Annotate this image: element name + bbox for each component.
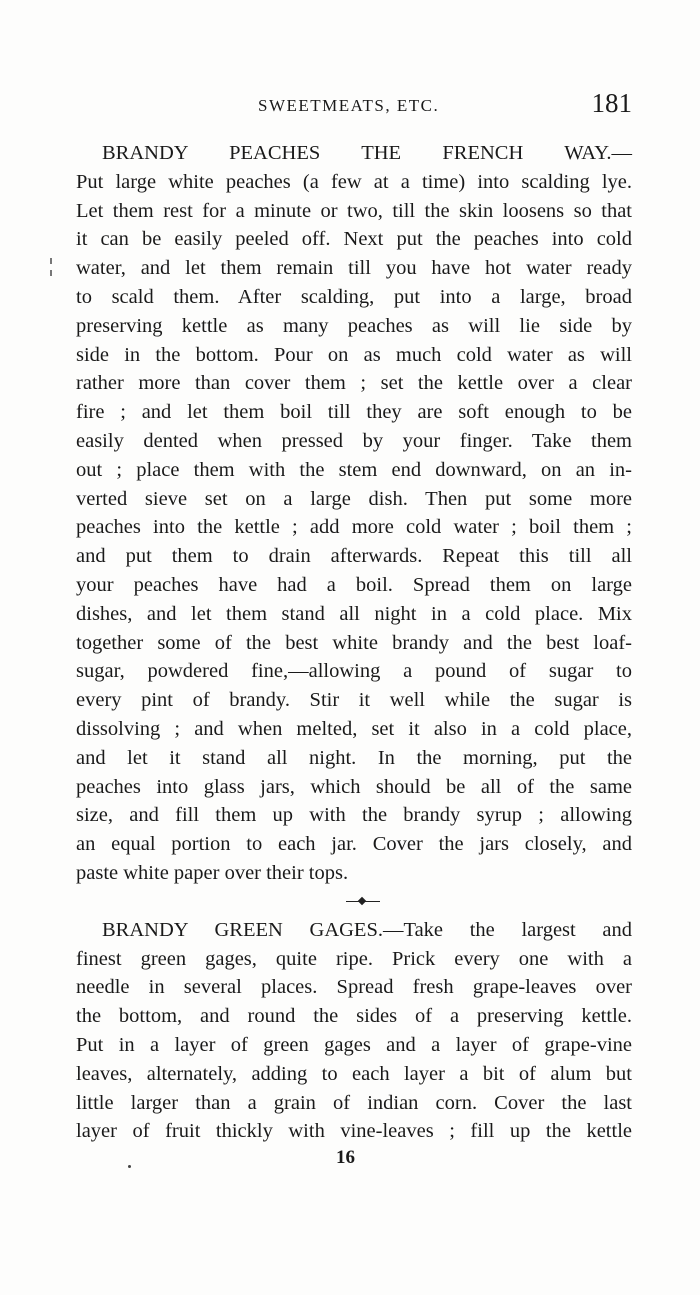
text-line: it can be easily peeled off. Next put the peaches into cold xyxy=(76,228,632,251)
recipe-brandy-green-gages xyxy=(76,916,632,1146)
text-line: leaves, alternately, adding to each layer a bit of alum but xyxy=(76,1062,632,1085)
text-line: the bottom, and round the sides of a preserving kettle. xyxy=(76,1005,632,1028)
page-number: 181 xyxy=(591,88,632,118)
text-line: paste white paper over their tops. xyxy=(76,861,349,884)
running-head xyxy=(76,84,632,124)
stray-mark xyxy=(128,1165,131,1168)
text-line: Let them rest for a minute or two, till the skin loosens so that xyxy=(76,199,632,222)
text-line: side in the bottom. Pour on as much cold water as will xyxy=(76,343,632,366)
text-line: layer of fruit thickly with vine-leaves ; fill up the kettle xyxy=(76,1120,632,1143)
text-line: sugar, powdered fine,—allowing a pound of sugar to xyxy=(76,660,632,683)
text-line: every pint of brandy. Stir it well while the sugar is xyxy=(76,689,632,712)
recipe-heading-line: BRANDY PEACHES THE FRENCH WAY.— xyxy=(102,142,632,164)
text-line: little larger than a grain of indian corn. Cover the last xyxy=(76,1091,632,1114)
recipe-brandy-peaches xyxy=(76,139,632,888)
text-line: Put in a layer of green gages and a layer of grape-vine xyxy=(76,1033,632,1056)
text-line: together some of the best white brandy and the best loaf- xyxy=(76,631,632,654)
text-line: needle in several places. Spread fresh grape-leaves over xyxy=(76,976,632,999)
text-line: peaches into the kettle ; add more cold water ; boil them ; xyxy=(76,516,632,539)
separator-ornament-icon xyxy=(358,896,366,904)
signature-mark: 16 xyxy=(336,1147,355,1168)
text-line: easily dented when pressed by your finger. Take them xyxy=(76,429,632,452)
recipe-heading-line: BRANDY GREEN GAGES.—Take the largest and xyxy=(102,918,632,941)
text-line: dishes, and let them stand all night in a cold place. Mix xyxy=(76,602,632,625)
text-line: rather more than cover them ; set the kettle over a clear xyxy=(76,372,632,395)
text-line: verted sieve set on a large dish. Then put some more xyxy=(76,487,632,510)
text-line: out ; place them with the stem end downward, on an in- xyxy=(76,458,632,481)
text-line: water, and let them remain till you have hot water ready xyxy=(76,257,632,280)
text-line: dissolving ; and when melted, set it also in a cold place, xyxy=(76,717,632,740)
text-line: to scald them. After scalding, put into a large, broad xyxy=(76,285,632,308)
text-line: and put them to drain afterwards. Repeat this till all xyxy=(76,545,632,568)
text-line: an equal portion to each jar. Cover the jars closely, and xyxy=(76,833,632,856)
text-line: and let it stand all night. In the morning, put the xyxy=(76,746,632,769)
section-separator xyxy=(76,888,632,916)
text-line: fire ; and let them boil till they are soft enough to be xyxy=(76,401,632,424)
running-title: SWEETMEATS, ETC. xyxy=(258,96,440,115)
text-line: your peaches have had a boil. Spread them on large xyxy=(76,573,632,596)
text-line: preserving kettle as many peaches as will lie side by xyxy=(76,314,632,337)
text-line: peaches into glass jars, which should be all of the same xyxy=(76,775,632,798)
body-text xyxy=(76,139,632,1146)
text-line: Put large white peaches (a few at a time) into scalding lye. xyxy=(76,170,632,193)
text-line: finest green gages, quite ripe. Prick every one with a xyxy=(76,947,632,970)
margin-mark xyxy=(50,270,52,276)
margin-mark xyxy=(50,258,52,264)
text-line: size, and fill them up with the brandy syrup ; allowing xyxy=(76,804,632,827)
